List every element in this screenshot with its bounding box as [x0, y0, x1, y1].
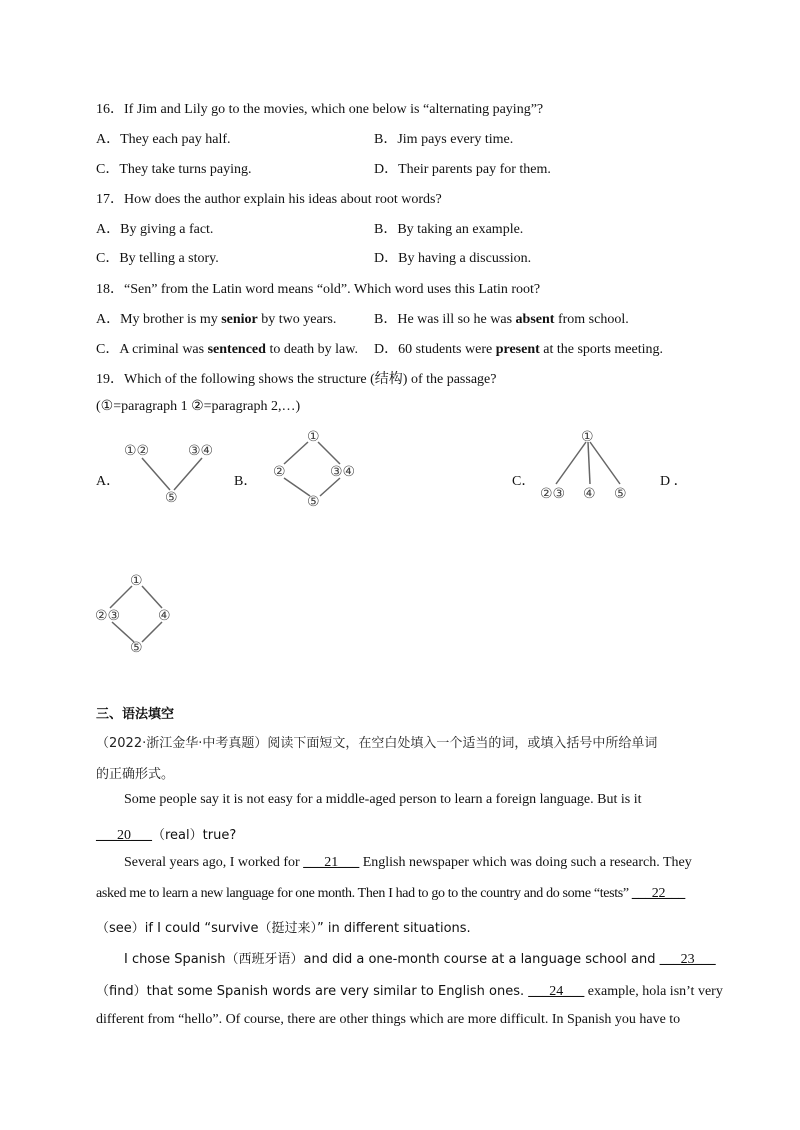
passage-p3-cont: （find）that some Spanish words are very similar to English ones. — [96, 984, 529, 999]
diagram-d-right: ④ — [158, 608, 171, 624]
q17-option-b[interactable]: B．By taking an example. — [374, 222, 524, 237]
q17-stem: 17．How does the author explain his ideas about root words? — [96, 192, 442, 207]
q17-option-a[interactable]: A．By giving a fact. — [96, 222, 214, 237]
q19-option-c-label[interactable]: C． — [512, 474, 536, 489]
q19-option-d-label[interactable]: D ． — [660, 474, 688, 489]
q18-b-text-end: from school. — [554, 312, 629, 327]
diagram-d-bottom: ⑤ — [130, 640, 143, 656]
q18-a-text: A．My brother is my — [96, 312, 222, 327]
q17-option-c[interactable]: C．By telling a story. — [96, 251, 219, 266]
q19-option-a-label[interactable]: A． — [96, 474, 121, 489]
q18-option-b[interactable] — [374, 308, 629, 328]
q18-option-c[interactable] — [96, 338, 358, 358]
blank-22[interactable]: ___22___ — [631, 886, 686, 901]
q18-d-keyword: present — [495, 342, 540, 357]
passage-p2-cont2: asked me to learn a new language for one month. Then I had to go to the country and do some “tests” — [96, 886, 632, 901]
diagram-b-left: ② — [273, 464, 286, 480]
diagram-b — [268, 426, 368, 510]
passage-p1-line2 — [96, 824, 236, 844]
q18-c-text: C．A criminal was — [96, 342, 208, 357]
q17-option-d[interactable]: D．By having a discussion. — [374, 251, 532, 266]
passage-p2-line2 — [96, 886, 685, 902]
q19-note: (①=paragraph 1 ②=paragraph 2,…) — [96, 399, 301, 414]
passage-p1-end: （real）true? — [152, 828, 237, 843]
q16-option-a[interactable]: A．They each pay half. — [96, 132, 231, 147]
q18-stem: 18．“Sen” from the Latin word means “old”. Which word uses this Latin root? — [96, 282, 541, 297]
q18-c-keyword: sentenced — [207, 342, 266, 357]
section-intro-line2: 的正确形式。 — [96, 767, 175, 782]
diagram-a-top-left: ①② — [124, 443, 150, 459]
diagram-b-bottom: ⑤ — [307, 494, 320, 510]
q16-option-d[interactable]: D．Their parents pay for them. — [374, 162, 551, 177]
q18-b-text: B．He was ill so he was — [374, 312, 516, 327]
diagram-a-bottom: ⑤ — [165, 490, 178, 506]
passage-p2-start: Several years ago, I worked for — [124, 855, 304, 870]
q16-stem: 16．If Jim and Lily go to the movies, which one below is “alternating paying”? — [96, 102, 544, 117]
passage-p2-cont: English newspaper which was doing such a research. They — [359, 855, 692, 870]
q16-option-b[interactable]: B．Jim pays every time. — [374, 132, 514, 147]
passage-p3-cont2: example, hola isn’t very — [584, 984, 723, 999]
passage-p2-line3 — [96, 917, 471, 937]
q18-a-text-end: by two years. — [257, 312, 337, 327]
q19-stem: 19．Which of the following shows the structure (结构) of the passage? — [96, 372, 497, 387]
q18-option-d[interactable] — [374, 338, 663, 358]
passage-p2-line1 — [124, 855, 692, 871]
passage-p1-line1: Some people say it is not easy for a middle-aged person to learn a foreign language. But is it — [124, 792, 642, 807]
blank-24[interactable]: ___24___ — [528, 984, 585, 999]
q18-option-a[interactable] — [96, 308, 336, 328]
diagram-d-top: ① — [130, 573, 143, 589]
diagram-a — [118, 436, 218, 506]
diagram-c-right: ⑤ — [614, 486, 627, 502]
diagram-c-middle: ④ — [583, 486, 596, 502]
q18-c-text-end: to death by law. — [265, 342, 358, 357]
passage-p3-line3: different from “hello”. Of course, there are other things which are more difficult. In Spanish you have to — [96, 1012, 681, 1027]
diagram-c-top: ① — [581, 429, 594, 445]
blank-23[interactable]: ___23___ — [659, 952, 716, 967]
q19-option-b-label[interactable]: B． — [234, 474, 258, 489]
diagram-d-left: ②③ — [95, 608, 121, 624]
q16-option-c[interactable]: C．They take turns paying. — [96, 162, 252, 177]
diagram-b-top: ① — [307, 429, 320, 445]
diagram-a-top-right: ③④ — [188, 443, 214, 459]
passage-p3-line1 — [124, 948, 716, 968]
passage-p2-end: （see）if I could “survive（挺过来）” in different situations. — [96, 921, 471, 936]
diagram-c-left: ②③ — [540, 486, 566, 502]
diagram-b-right: ③④ — [330, 464, 356, 480]
blank-21[interactable]: ___21___ — [303, 855, 360, 870]
q18-d-text-end: at the sports meeting. — [539, 342, 664, 357]
diagram-c — [536, 426, 636, 508]
section-heading: 三、语法填空 — [96, 707, 175, 722]
q18-d-text: D．60 students were — [374, 342, 496, 357]
q18-b-keyword: absent — [515, 312, 555, 327]
q18-a-keyword: senior — [221, 312, 258, 327]
passage-p3-start: I chose Spanish（西班牙语）and did a one-month course at a language school and — [124, 952, 660, 967]
blank-20[interactable]: ___20___ — [96, 828, 152, 843]
section-intro-line1: （2022·浙江金华·中考真题）阅读下面短文，在空白处填入一个适当的词，或填入括号中所给单词 — [96, 736, 658, 751]
diagram-d — [94, 570, 184, 656]
passage-p3-line2 — [96, 980, 723, 1000]
